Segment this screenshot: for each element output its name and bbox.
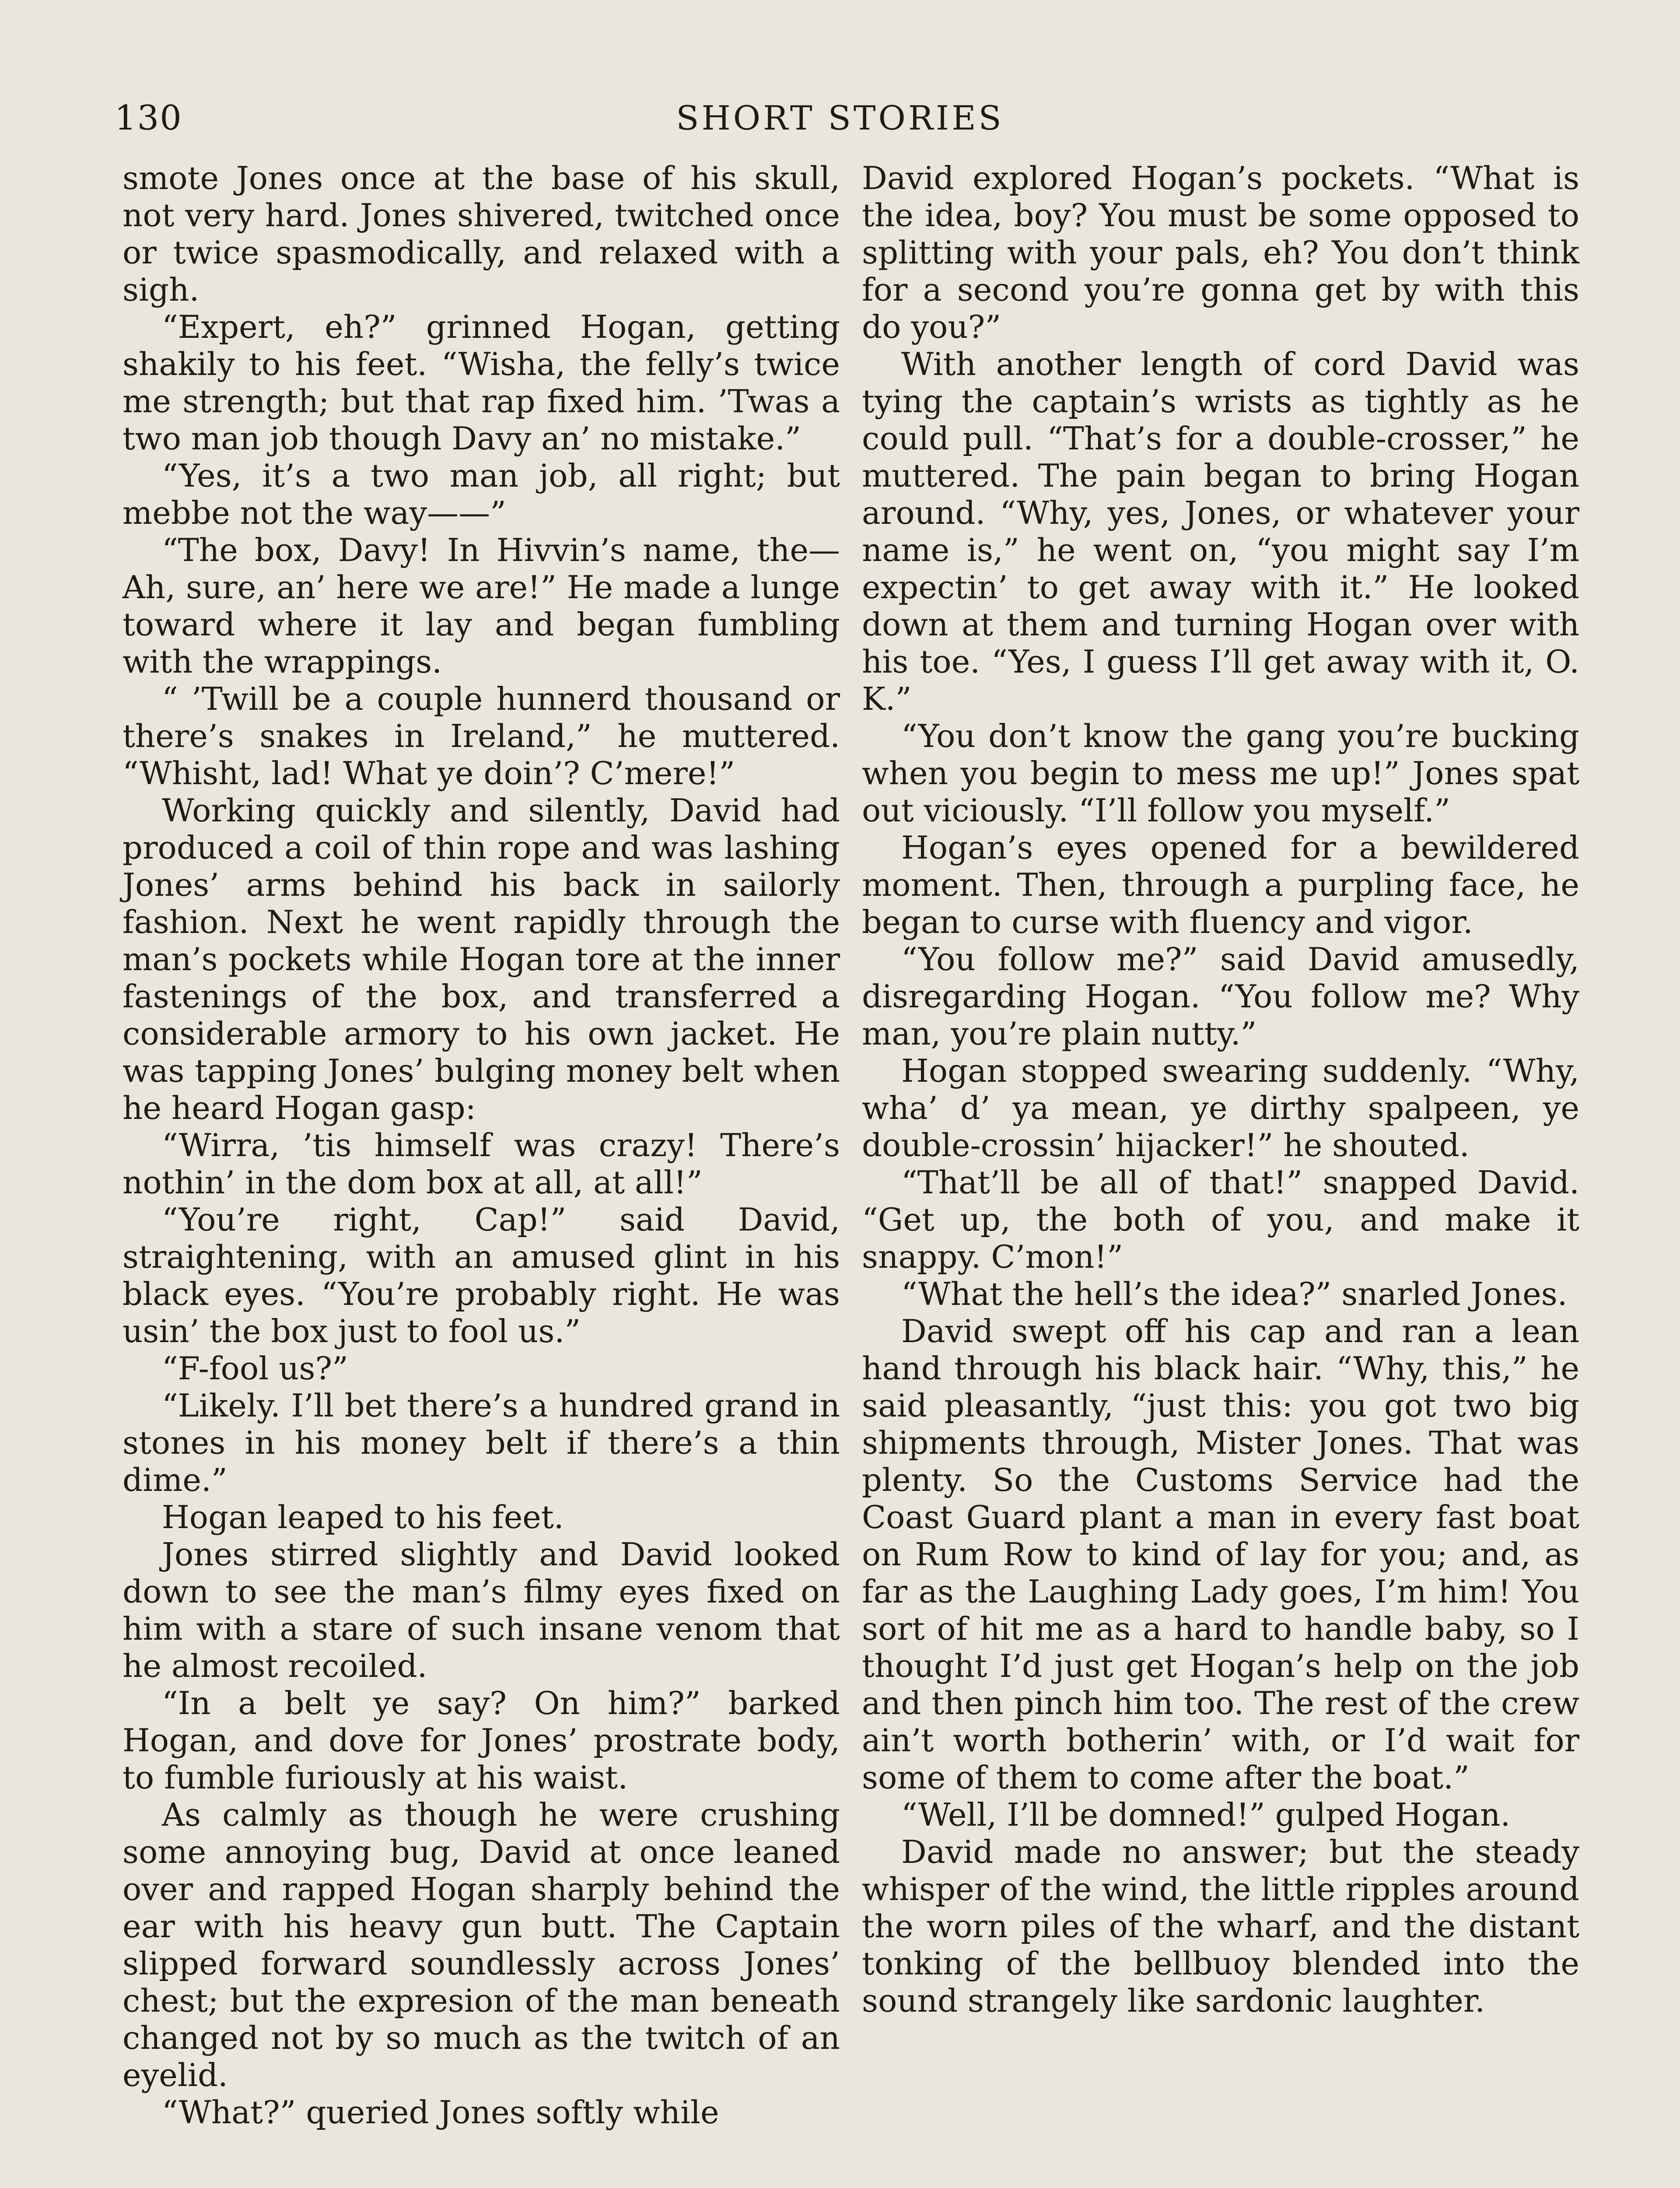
right-column (862, 160, 1579, 2020)
paragraph: “Well, I’ll be domned!” gulped Hogan. (901, 1796, 1511, 1833)
paragraph: Hogan stopped swearing suddenly. “Why, wha’ d’ ya mean, ye dirthy spalpeen, ye double-crossin’ hijacker!” he shouted. (862, 1052, 1579, 1164)
paragraph: Hogan’s eyes opened for a bewildered moment. Then, through a purpling face, he began to curse with fluency and vigor. (862, 829, 1579, 940)
paragraph: “F-fool us?” (162, 1350, 348, 1387)
paragraph: “The box, Davy! In Hivvin’s name, the— Ah, sure, an’ here we are!” He made a lunge toward where it lay and began fumbling with the wrappings. (122, 532, 840, 680)
paragraph: “ ’Twill be a couple hunnerd thousand or there’s snakes in Ireland,” he muttered. “Whisht, lad! What ye doin’? C’mere!” (122, 680, 840, 792)
running-title: SHORT STORIES (676, 98, 1004, 137)
paragraph: “Wirra, ’tis himself was crazy! There’s nothin’ in the dom box at all, at all!” (122, 1127, 840, 1201)
paragraph: smote Jones once at the base of his skull, not very hard. Jones shivered, twitched once or twice spasmodically, and relaxed with a sigh. (122, 160, 840, 308)
paragraph: Hogan leaped to his feet. (162, 1499, 564, 1536)
paragraph: “What the hell’s the idea?” snarled Jones. (901, 1276, 1568, 1312)
paragraph: David swept off his cap and ran a lean hand through his black hair. “Why, this,” he said pleasantly, “just this: you got two big shipments through, Mister Jones. That was plenty. So the Customs Service had the Coast Guard plant a man in every fast boat on Rum Row to kind of lay for you; and, as far as the Laughing Lady goes, I’m him! You sort of hit me as a hard to handle baby, so I thought I’d just get Hogan’s help on the job and then pinch him too. The rest of the crew ain’t worth botherin’ with, or I’d wait for some of them to come after the boat.” (862, 1313, 1579, 1796)
paragraph: Working quickly and silently, David had produced a coil of thin rope and was lashing Jones’ arms behind his back in sailorly fashion. Next he went rapidly through the man’s pockets while Hogan tore at the inner fastenings of the box, and transferred a considerable armory to his own jacket. He was tapping Jones’ bulging money belt when he heard Hogan gasp: (122, 792, 840, 1126)
left-column (122, 160, 840, 2131)
paragraph: David explored Hogan’s pockets. “What is the idea, boy? You must be some opposed to splitting with your pals, eh? You don’t think for a second you’re gonna get by with this do you?” (862, 160, 1579, 345)
paragraph: With another length of cord David was tying the captain’s wrists as tightly as he could pull. “That’s for a double-crosser,” he muttered. The pain began to bring Hogan around. “Why, yes, Jones, or whatever your name is,” he went on, “you might say I’m expectin’ to get away with it.” He looked down at them and turning Hogan over with his toe. “Yes, I guess I’ll get away with it, O. K.” (862, 346, 1579, 717)
paragraph: “Expert, eh?” grinned Hogan, getting shakily to his feet. “Wisha, the felly’s twice me strength; but that rap fixed him. ’Twas a two man job though Davy an’ no mistake.” (122, 309, 840, 457)
paragraph: David made no answer; but the steady whisper of the wind, the little ripples around the worn piles of the wharf, and the distant tonking of the bellbuoy blended into the sound strangely like sardonic laughter. (862, 1834, 1579, 2019)
paragraph: “You’re right, Cap!” said David, straightening, with an amused glint in his black eyes. “You’re probably right. He was usin’ the box just to fool us.” (122, 1201, 840, 1350)
paragraph: “What?” queried Jones softly while (162, 2094, 719, 2131)
page-number: 130 (115, 98, 182, 138)
paragraph: “Yes, it’s a two man job, all right; but mebbe not the way——” (122, 457, 840, 531)
paragraph: “Likely. I’ll bet there’s a hundred grand in stones in his money belt if there’s a thin dime.” (122, 1387, 840, 1498)
paragraph: “In a belt ye say? On him?” barked Hogan, and dove for Jones’ prostrate body, to fumble furiously at his waist. (122, 1685, 840, 1796)
paragraph: As calmly as though he were crushing some annoying bug, David at once leaned over and rapped Hogan sharply behind the ear with his heavy gun butt. The Captain slipped forward soundlessly across Jones’ chest; but the expresion of the man beneath changed not by so much as the twitch of an eyelid. (122, 1796, 840, 2093)
paragraph: “You follow me?” said David amusedly, disregarding Hogan. “You follow me? Why man, you’re plain nutty.” (862, 941, 1579, 1052)
page-header (0, 98, 1680, 138)
paragraph: Jones stirred slightly and David looked down to see the man’s filmy eyes fixed on him with a stare of such insane venom that he almost recoiled. (122, 1536, 840, 1684)
paragraph: “That’ll be all of that!” snapped David. “Get up, the both of you, and make it snappy. C’mon!” (862, 1164, 1579, 1275)
paragraph: “You don’t know the gang you’re bucking when you begin to mess me up!” Jones spat out viciously. “I’ll follow you myself.” (862, 718, 1579, 829)
